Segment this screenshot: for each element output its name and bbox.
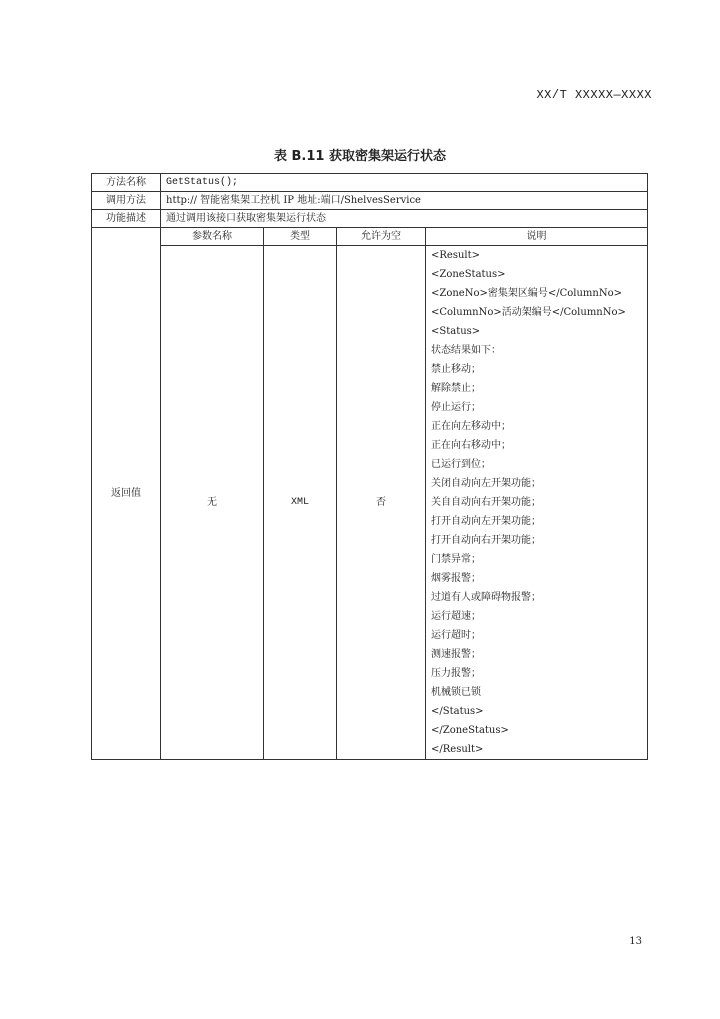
- function-value: 通过调用该接口获取密集架运行状态: [161, 210, 648, 228]
- description-line: 已运行到位；: [431, 459, 491, 470]
- description-line: </Status>: [431, 706, 484, 717]
- description-line: 烟雾报警；: [431, 573, 481, 584]
- description-line: 正在向右移动中；: [431, 440, 511, 451]
- document-code: XX/T XXXXX—XXXX: [536, 88, 652, 102]
- description-line: 禁止移动；: [431, 364, 481, 375]
- return-value-label: 返回值: [92, 228, 161, 760]
- call-method-label: 调用方法: [92, 192, 161, 210]
- call-method-row: [92, 192, 648, 210]
- description-line: 关自自动向右开架功能；: [431, 497, 541, 508]
- column-header-type: 类型: [264, 228, 337, 246]
- page-number: 13: [629, 936, 642, 947]
- return-header-row: [92, 228, 648, 246]
- description-line: 停止运行；: [431, 402, 481, 413]
- table-caption: 表 B.11 获取密集架运行状态: [274, 149, 446, 164]
- method-name-value: GetStatus();: [161, 174, 648, 192]
- description-line: 机械锁已锁: [431, 687, 481, 698]
- description-line: 门禁异常；: [431, 554, 481, 565]
- description-line: <ColumnNo>活动架编号</ColumnNo>: [431, 307, 626, 318]
- nullable-cell: 否: [337, 246, 426, 760]
- description-line: 运行超速；: [431, 611, 481, 622]
- column-header-description: 说明: [426, 228, 648, 246]
- description-line: 测速报警；: [431, 649, 481, 660]
- type-cell: XML: [264, 246, 337, 760]
- return-data-row: [92, 246, 648, 760]
- column-header-nullable: 允许为空: [337, 228, 426, 246]
- description-line: 过道有人或障碍物报警；: [431, 592, 541, 603]
- description-line: <Status>: [431, 326, 481, 337]
- description-line: </Result>: [431, 744, 484, 755]
- description-line: 压力报警；: [431, 668, 481, 679]
- description-line: 打开自动向右开架功能；: [431, 535, 541, 546]
- description-line: <ZoneStatus>: [431, 269, 506, 280]
- description-line: 状态结果如下：: [431, 345, 501, 356]
- call-method-value: http:// 智能密集架工控机 IP 地址:端口/ShelvesService: [161, 192, 648, 210]
- description-cell: [426, 246, 648, 760]
- column-header-param-name: 参数名称: [161, 228, 264, 246]
- description-line: </ZoneStatus>: [431, 725, 509, 736]
- method-name-row: [92, 174, 648, 192]
- description-line: 解除禁止；: [431, 383, 481, 394]
- function-row: [92, 210, 648, 228]
- description-line: 打开自动向左开架功能；: [431, 516, 541, 527]
- description-line: 关闭自动向左开架功能；: [431, 478, 541, 489]
- description-line: 正在向左移动中；: [431, 421, 511, 432]
- description-line: <ZoneNo>密集架区编号</ColumnNo>: [431, 288, 622, 299]
- function-label: 功能描述: [92, 210, 161, 228]
- method-name-label: 方法名称: [92, 174, 161, 192]
- api-spec-table: [91, 173, 648, 760]
- param-name-cell: 无: [161, 246, 264, 760]
- description-line: 运行超时；: [431, 630, 481, 641]
- description-line: <Result>: [431, 250, 480, 261]
